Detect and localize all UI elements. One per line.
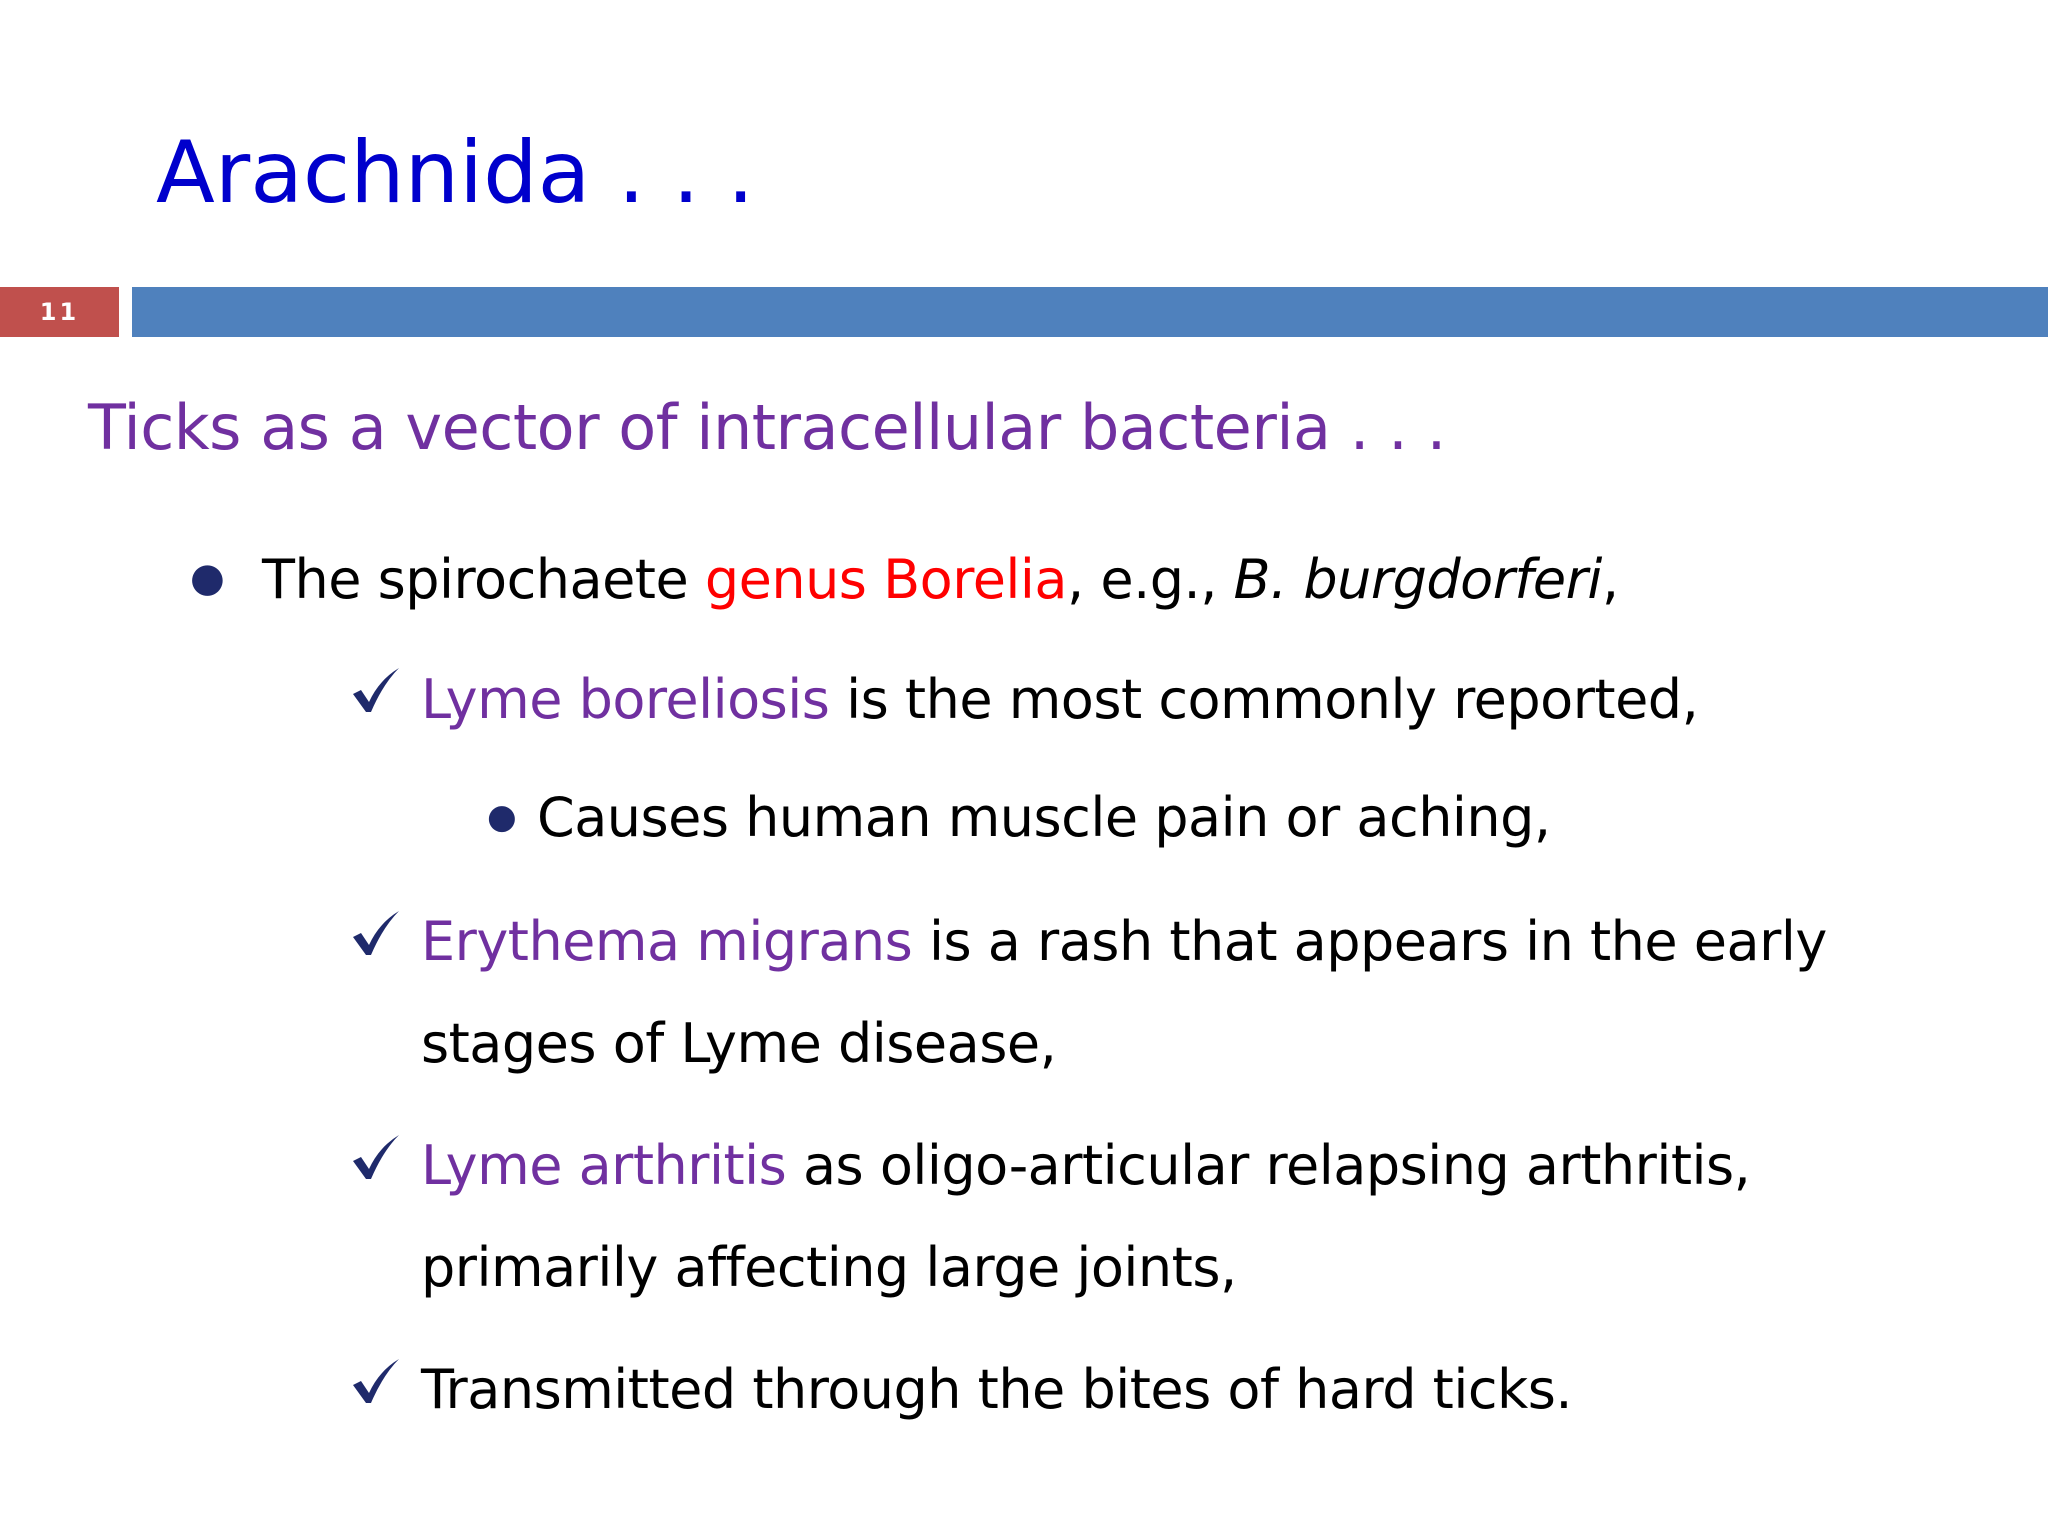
check-2-rest: is a rash that appears in the early	[912, 910, 1827, 973]
bullet-1-highlight: genus Borelia	[704, 548, 1068, 611]
bullet-1-middle: , e.g.,	[1067, 548, 1234, 611]
check-1-highlight: Lyme boreliosis	[421, 668, 830, 731]
check-3-rest: as oligo-articular relapsing arthritis,	[786, 1134, 1751, 1197]
check-2-highlight: Erythema migrans	[421, 910, 913, 973]
check-3-highlight: Lyme arthritis	[421, 1134, 787, 1197]
check-1-rest: is the most commonly reported,	[829, 668, 1699, 731]
checkmark-icon	[349, 907, 403, 961]
checkmark-icon	[349, 664, 403, 718]
bullet-1-suffix: ,	[1601, 548, 1619, 611]
checkmark-icon	[349, 1355, 403, 1409]
check-line-1	[421, 670, 1698, 729]
checkmark-icon	[349, 1131, 403, 1185]
check-line-3	[421, 1136, 1750, 1195]
bullet-line-1	[262, 550, 1619, 609]
bullet-dot-icon: ●	[190, 555, 225, 601]
sub-bullet-line: Causes human muscle pain or aching,	[537, 786, 1551, 849]
bullet-1-italic: B. burgdorferi	[1233, 548, 1602, 611]
check-line-2	[421, 912, 1827, 971]
check-line-2-cont: stages of Lyme disease,	[421, 1012, 1057, 1075]
bullet-dot-icon: ●	[487, 797, 517, 837]
bullet-1-prefix: The spirochaete	[262, 548, 705, 611]
check-line-3-cont: primarily affecting large joints,	[421, 1236, 1237, 1299]
check-line-4: Transmitted through the bites of hard ticks.	[421, 1358, 1573, 1421]
slide-number: 11	[39, 298, 80, 326]
slide-subtitle: Ticks as a vector of intracellular bacteria . . .	[88, 391, 1446, 464]
slide-title: Arachnida . . .	[156, 123, 755, 223]
title-bar	[132, 287, 2048, 337]
